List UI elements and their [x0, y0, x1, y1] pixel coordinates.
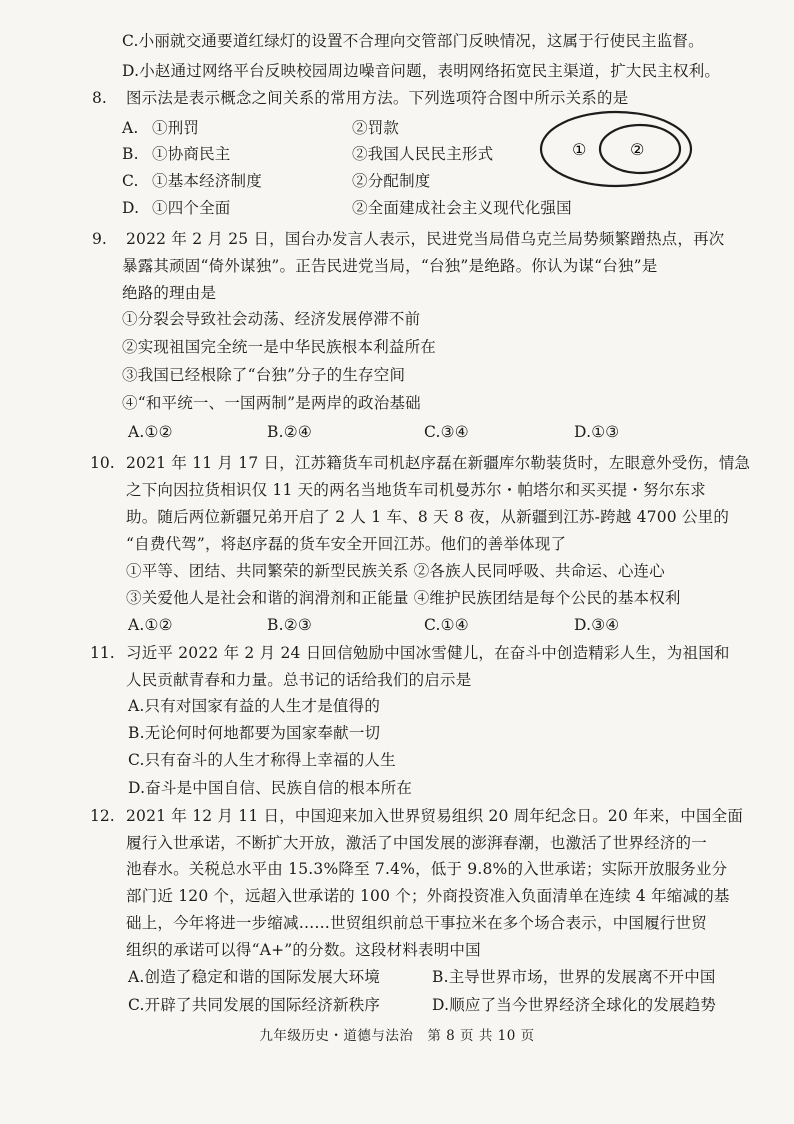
q9-choice-b: B.②④ — [267, 423, 312, 441]
q12-line-4: 部门近 120 个，远超入世承诺的 100 个；外商投资准入负面清单在连续 4 年缩减的基 — [126, 887, 730, 905]
q8-option-c-key: C. — [122, 172, 139, 190]
q8-option-b-one: ①协商民主 — [152, 145, 231, 163]
q12-option-a: A.创造了稳定和谐的国际发展大环境 — [128, 968, 381, 986]
q8-option-d-key: D. — [122, 199, 140, 217]
q9-choice-c: C.③④ — [424, 423, 469, 441]
q12-line-5: 础上，今年将进一步缩减……世贸组织前总干事拉米在多个场合表示，中国履行世贸 — [126, 914, 707, 932]
q9-item-3: ③我国已经根除了“台独”分子的生存空间 — [122, 366, 406, 384]
venn-label-inner: ② — [630, 140, 645, 159]
q8-option-a-one: ①刑罚 — [152, 119, 200, 137]
q9-number: 9. — [92, 230, 107, 248]
q8-option-c-two: ②分配制度 — [352, 172, 431, 190]
q12-option-b: B.主导世界市场，世界的发展离不开中国 — [432, 968, 716, 986]
q9-line-2: 暴露其顽固“倚外谋独”。正告民进党当局，“台独”是绝路。你认为谋“台独”是 — [122, 257, 658, 275]
q10-choice-d: D.③④ — [574, 616, 620, 634]
q9-choice-a: A.①② — [128, 423, 173, 441]
q12-line-2: 履行入世承诺，不断扩大开放，激活了中国发展的澎湃春潮，也激活了世界经济的一 — [126, 834, 707, 852]
q10-choice-a: A.①② — [128, 616, 173, 634]
q7-option-d: D.小赵通过网络平台反映校园周边噪音问题，表明网络拓宽民主渠道，扩大民主权利。 — [122, 62, 721, 80]
q11-line-1: 习近平 2022 年 2 月 24 日回信勉励中国冰雪健儿，在奋斗中创造精彩人生，为祖国和 — [126, 644, 730, 662]
q12-line-1: 2021 年 12 月 11 日，中国迎来加入世界贸易组织 20 周年纪念日。20 年来，中国全面 — [126, 807, 744, 825]
q10-line-3: 助。随后两位新疆兄弟开启了 2 人 1 车、8 天 8 夜，从新疆到江苏-跨越 4700 公里的 — [126, 508, 730, 526]
q7-option-c: C.小丽就交通要道红绿灯的设置不合理向交管部门反映情况，这属于行使民主监督。 — [122, 32, 704, 50]
q10-choice-c: C.①④ — [424, 616, 469, 634]
q9-item-1: ①分裂会导致社会动荡、经济发展停滞不前 — [122, 310, 421, 328]
q8-option-b-two: ②我国人民民主形式 — [352, 145, 494, 163]
q8-option-d-two: ②全面建成社会主义现代化强国 — [352, 199, 572, 217]
q11-option-b: B.无论何时何地都要为国家奉献一切 — [128, 724, 381, 742]
venn-diagram — [538, 108, 698, 190]
q11-number: 11. — [90, 644, 115, 662]
q10-choice-b: B.②③ — [267, 616, 312, 634]
q11-option-a: A.只有对国家有益的人生才是值得的 — [128, 697, 381, 715]
q12-number: 12. — [90, 807, 115, 825]
venn-outer-ellipse — [541, 112, 691, 186]
q10-item-1: ①平等、团结、共同繁荣的新型民族关系 ②各族人民同呼吸、共命运、心连心 — [126, 562, 665, 580]
page-footer: 九年级历史・道德与法治 第 8 页 共 10 页 — [259, 1028, 535, 1044]
q8-stem: 图示法是表示概念之间关系的常用方法。下列选项符合图中所示关系的是 — [126, 89, 629, 107]
q11-line-2: 人民贡献青春和力量。总书记的话给我们的启示是 — [126, 671, 472, 689]
q11-option-c: C.只有奋斗的人生才称得上幸福的人生 — [128, 751, 396, 769]
q12-option-c: C.开辟了共同发展的国际经济新秩序 — [128, 996, 381, 1014]
q8-option-c-one: ①基本经济制度 — [152, 172, 262, 190]
q8-option-d-one: ①四个全面 — [152, 199, 231, 217]
q10-item-2: ③关爱他人是社会和谐的润滑剂和正能量 ④维护民族团结是每个公民的基本权利 — [126, 589, 681, 607]
q8-option-a-key: A. — [122, 119, 139, 137]
q9-item-4: ④“和平统一、一国两制”是两岸的政治基础 — [122, 394, 421, 412]
q12-line-6: 组织的承诺可以得“A+”的分数。这段材料表明中国 — [126, 941, 481, 959]
q10-line-1: 2021 年 11 月 17 日，江苏籍货车司机赵序磊在新疆库尔勒装货时，左眼意外受伤，情急 — [126, 454, 751, 472]
q10-number: 10. — [90, 454, 115, 472]
q11-option-d: D.奋斗是中国自信、民族自信的根本所在 — [128, 779, 413, 797]
q9-choice-d: D.①③ — [574, 423, 620, 441]
q9-line-1: 2022 年 2 月 25 日，国台办发言人表示，民进党当局借乌克兰局势频繁蹭热点，再次 — [126, 230, 725, 248]
q8-option-a-two: ②罚款 — [352, 119, 400, 137]
q9-line-3: 绝路的理由是 — [122, 284, 217, 302]
q8-number: 8. — [92, 89, 107, 107]
venn-label-outer: ① — [572, 140, 587, 159]
q8-option-b-key: B. — [122, 145, 139, 163]
q10-line-2: 之下向因拉货相识仅 11 天的两名当地货车司机曼苏尔・帕塔尔和买买提・努尔东求 — [126, 481, 706, 499]
q12-option-d: D.顺应了当今世界经济全球化的发展趋势 — [432, 996, 717, 1014]
q10-line-4: “自费代驾”，将赵序磊的货车安全开回江苏。他们的善举体现了 — [126, 535, 567, 553]
q12-line-3: 池春水。关税总水平由 15.3%降至 7.4%，低于 9.8%的入世承诺；实际开放服务业分 — [126, 860, 728, 878]
q9-item-2: ②实现祖国完全统一是中华民族根本利益所在 — [122, 338, 437, 356]
